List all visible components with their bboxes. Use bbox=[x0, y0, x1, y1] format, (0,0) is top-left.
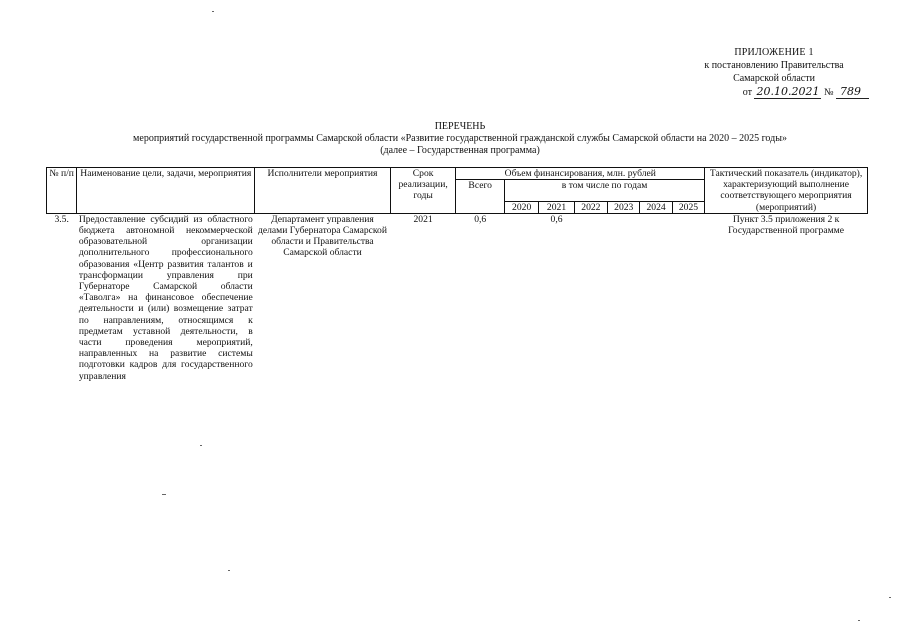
document-heading bbox=[60, 121, 860, 157]
row-year-2024 bbox=[640, 213, 672, 382]
heading-subtitle: мероприятий государственной программы Самарской области «Развитие государственной гражданской службы Самарской области на 2020 – 2025 годы» bbox=[133, 133, 787, 144]
row-total: 0,6 bbox=[474, 213, 487, 225]
header-term: Срок реализации, годы bbox=[390, 168, 456, 214]
appendix-block bbox=[679, 46, 869, 99]
scan-speck bbox=[162, 494, 166, 495]
header-executors: Исполнители мероприятия bbox=[255, 168, 390, 214]
header-number: № п/п bbox=[47, 168, 77, 214]
appendix-subtitle: к постановлению Правительства bbox=[704, 60, 844, 71]
scan-speck bbox=[858, 620, 860, 621]
row-year-2020 bbox=[504, 213, 538, 382]
row-year-2025 bbox=[672, 213, 704, 382]
header-year-2020: 2020 bbox=[504, 201, 538, 213]
row-year-2021: 0,6 bbox=[550, 213, 563, 225]
order-date: 20.10.2021 bbox=[756, 85, 820, 98]
header-year-2021: 2021 bbox=[539, 201, 574, 213]
measures-table bbox=[46, 167, 868, 382]
header-total: Всего bbox=[456, 180, 505, 214]
heading-note: (далее – Государственная программа) bbox=[380, 145, 540, 156]
order-number: 789 bbox=[836, 85, 869, 99]
header-year-2024: 2024 bbox=[640, 201, 672, 213]
header-funding: Объем финансирования, млн. рублей bbox=[456, 168, 705, 180]
row-year-2023 bbox=[608, 213, 640, 382]
row-year-2022 bbox=[574, 213, 607, 382]
heading-title: ПЕРЕЧЕНЬ bbox=[434, 121, 486, 132]
scan-speck bbox=[228, 570, 230, 571]
table-row bbox=[47, 213, 868, 382]
header-name: Наименование цели, задачи, мероприятия bbox=[77, 168, 255, 214]
row-executors: Департамент управления делами Губернатора Самарской области и Правительства Самарской области bbox=[258, 213, 387, 259]
header-year-2023: 2023 bbox=[608, 201, 640, 213]
scan-speck bbox=[889, 597, 891, 598]
row-indicator: Пункт 3.5 приложения 2 к Государственной программе bbox=[728, 213, 845, 237]
order-line bbox=[679, 85, 869, 99]
row-number: 3.5. bbox=[54, 213, 69, 225]
appendix-region: Самарской области bbox=[733, 73, 815, 84]
number-label: № bbox=[823, 87, 834, 98]
header-year-2025: 2025 bbox=[672, 201, 704, 213]
from-label: от bbox=[742, 87, 752, 98]
appendix-title: ПРИЛОЖЕНИЕ 1 bbox=[734, 47, 814, 58]
header-by-year: в том числе по годам bbox=[504, 180, 704, 201]
scan-speck bbox=[200, 445, 202, 446]
scan-speck bbox=[212, 11, 214, 12]
row-name: Предоставление субсидий из областного бюджета автономной некоммерческой образовательной организации дополнительного профессионального образования «Центр развития талантов и трансформации управления при Губернаторе Самарской области «Таволга» на финансовое обеспечение деятельности и (или) возмещение затрат по направлениям, относящимся к предметам уставной деятельности, в части проведения мероприятий, направленных на развитие системы подготовки кадров для государственного управления bbox=[78, 213, 253, 382]
header-indicator: Тактический показатель (индикатор), характеризующий выполнение соответствующего мероприятия (мероприятий) bbox=[705, 168, 868, 214]
header-year-2022: 2022 bbox=[574, 201, 607, 213]
row-term: 2021 bbox=[413, 213, 433, 225]
